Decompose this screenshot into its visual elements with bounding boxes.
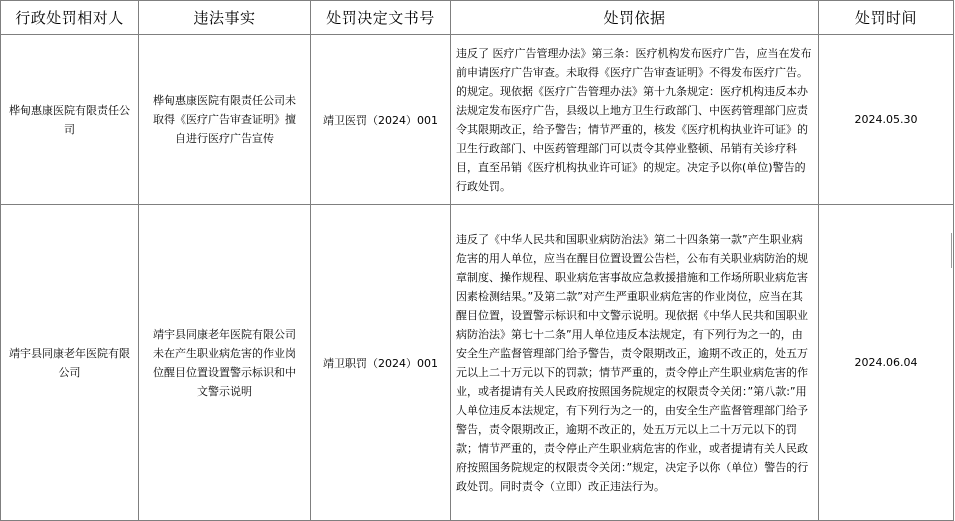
table-row bbox=[1, 35, 954, 205]
fact-cell: 靖宇县同康老年医院有限公司未在产生职业病危害的作业岗位醒目位置设置警示标识和中文警示说明 bbox=[139, 205, 311, 521]
date-cell: 2024.05.30 bbox=[819, 35, 954, 205]
table-row bbox=[1, 205, 954, 521]
date-cell: 2024.06.04 bbox=[819, 205, 954, 521]
header-row bbox=[1, 1, 954, 35]
header-basis: 处罚依据 bbox=[451, 1, 819, 35]
party-cell: 桦甸惠康医院有限责任公司 bbox=[1, 35, 139, 205]
doc-no-cell: 靖卫职罚（2024）001 bbox=[311, 205, 451, 521]
edge-divider bbox=[951, 233, 952, 268]
header-fact: 违法事实 bbox=[139, 1, 311, 35]
party-cell: 靖宇县同康老年医院有限公司 bbox=[1, 205, 139, 521]
header-date: 处罚时间 bbox=[819, 1, 954, 35]
basis-cell: 违反了《中华人民共和国职业病防治法》第二十四条第一款”产生职业病危害的用人单位，应当在醒目位置设置公告栏，公布有关职业病防治的规章制度、操作规程、职业病危害事故应急救援措施和工作场所职业病危害因素检测结果。”及第二款”对产生严重职业病危害的作业岗位，应当在其醒目位置，设置警示标识和中文警示说明。现依据《中华人民共和国职业病防治法》第七十二条”用人单位违反本法规定，有下列行为之一的，由安全生产监督管理部门给予警告，责令限期改正，逾期不改正的，处五万元以上二十万元以下的罚款；情节严重的，责令停止产生职业病危害的作业，或者提请有关人民政府按照国务院规定的权限责令关闭：”第八款:”用人单位违反本法规定，有下列行为之一的，由安全生产监督管理部门给予警告，责令限期改正，逾期不改正的，处五万元以上二十万元以下的罚款；情节严重的，责令停止产生职业病危害的作业，或者提请有关人民政府按照国务院规定的权限责令关闭：”规定，决定予以你（单位）警告的行政处罚。同时责令（立即）改正违法行为。 bbox=[451, 205, 819, 521]
basis-cell: 违反了 医疗广告管理办法》第三条：医疗机构发布医疗广告，应当在发布前申请医疗广告审查。未取得《医疗广告审查证明》不得发布医疗广告。的规定。现依据《医疗广告管理办法》第十九条规定：医疗机构违反本办法规定发布医疗广告，县级以上地方卫生行政部门、中医药管理部门应责令其限期改正，给予警告；情节严重的，核发《医疗机构执业许可证》的卫生行政部门、中医药管理部门可以责令其停业整顿、吊销有关诊疗科目，直至吊销《医疗机构执业许可证》的规定。决定予以你(单位)警告的行政处罚。 bbox=[451, 35, 819, 205]
header-doc-no: 处罚决定文书号 bbox=[311, 1, 451, 35]
fact-cell: 桦甸惠康医院有限责任公司未取得《医疗广告审查证明》擅自进行医疗广告宣传 bbox=[139, 35, 311, 205]
header-party: 行政处罚相对人 bbox=[1, 1, 139, 35]
doc-no-cell: 靖卫医罚（2024）001 bbox=[311, 35, 451, 205]
